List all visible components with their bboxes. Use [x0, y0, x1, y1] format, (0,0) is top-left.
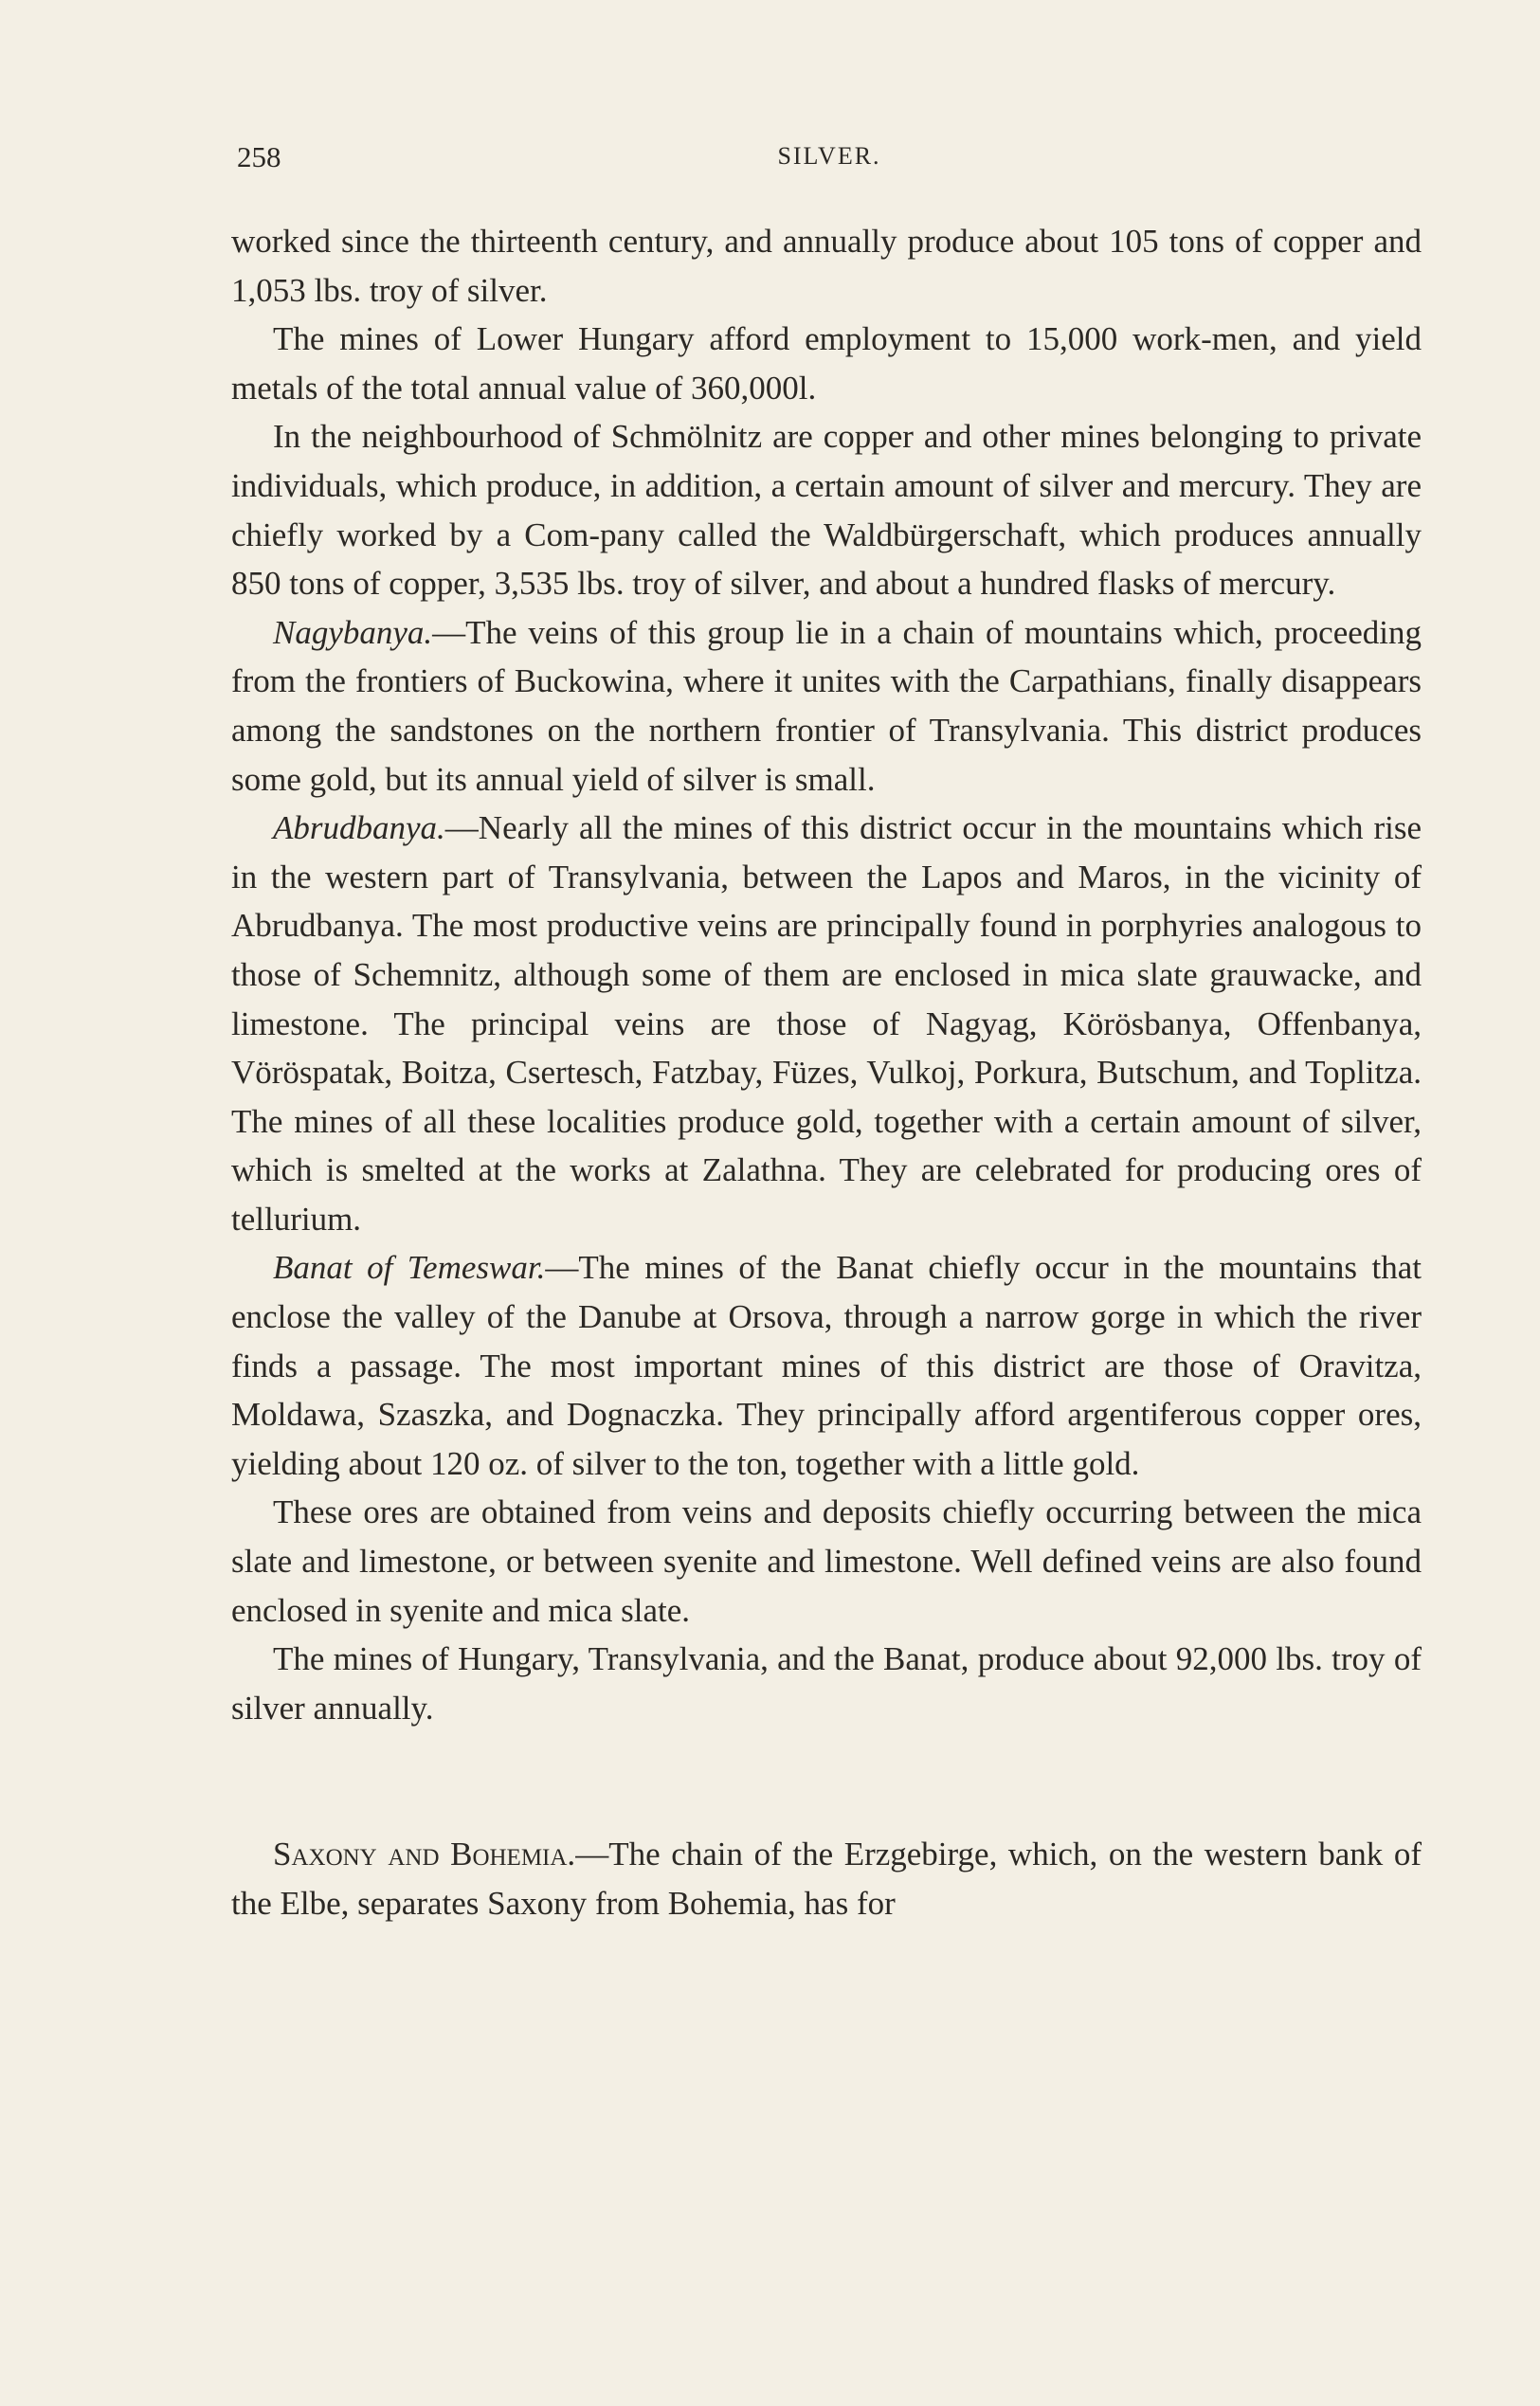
paragraph-ores: These ores are obtained from veins and deposits chiefly occurring between the mica slate and limestone, or between syenite and limestone. Well defined veins are also found enclosed in syenite and mica slate. — [231, 1493, 1422, 1629]
paragraph-schmolnitz: In the neighbourhood of Schmölnitz are copper and other mines belonging to private individuals, which produce, in addition, a certain amount of silver and mercury. They are chiefly worked by a Com-pany called the Waldbürgerschaft, which produces annually 850 tons of copper, 3,535 lbs. troy of silver, and about a hundred flasks of mercury. — [231, 418, 1422, 603]
paragraph-text: —Nearly all the mines of this district occur in the mountains which rise in the western part of Transylvania, between the Lapos and Maros, in the vicinity of Abrudbanya. The most productive veins are principally found in porphyries analogous to those of Schemnitz, although some of them are enclosed in mica slate grauwacke, and limestone. The principal veins are those of Nagyag, Körösbanya, Offenbanya, Vöröspatak, Boitza, Csertesch, Fatzbay, Füzes, Vulkoj, Porkura, Butschum, and Toplitza. The mines of all these localities produce gold, together with a certain amount of silver, which is smelted at the works at Zalathna. They are celebrated for producing ores of tellurium. — [231, 809, 1422, 1238]
running-head — [237, 140, 1422, 188]
body-text — [231, 217, 1422, 1928]
paragraph-production: The mines of Hungary, Transylvania, and the Banat, produce about 92,000 lbs. troy of silver annually. — [231, 1640, 1422, 1727]
paragraph-nagybanya — [231, 608, 1422, 804]
section-heading-saxony: Saxony and Bohemia. — [273, 1836, 576, 1873]
paragraph-lower-hungary: The mines of Lower Hungary afford employment to 15,000 work-men, and yield metals of the total annual value of 360,000l. — [231, 320, 1422, 407]
paragraph-continuation: worked since the thirteenth century, and annually produce about 105 tons of copper and 1,053 lbs. troy of silver. — [231, 223, 1422, 309]
running-title: SILVER. — [777, 142, 881, 170]
paragraph-text: —The mines of the Banat chiefly occur in the mountains that enclose the valley of the Danube at Orsova, through a narrow gorge in which the river finds a passage. The most important mines of this district are those of Oravitza, Moldawa, Szaszka, and Dognaczka. They principally afford argentiferous copper ores, yielding about 120 oz. of silver to the ton, together with a little gold. — [231, 1249, 1422, 1482]
section-heading-abrudbanya: Abrudbanya. — [273, 809, 445, 847]
section-heading-nagybanya: Nagybanya. — [273, 613, 433, 651]
paragraph-banat — [231, 1243, 1422, 1488]
paragraph-text: —The veins of this group lie in a chain of mountains which, proceeding from the frontiers of Buckowina, where it unites with the Carpathians, finally disappears among the sandstones on the northern frontier of Transylvania. This district produces some gold, but its annual yield of silver is small. — [231, 613, 1422, 798]
paragraph-abrudbanya — [231, 804, 1422, 1243]
paragraph-text: —The chain of the Erzgebirge, which, on the western bank of the Elbe, separates Saxony from Bohemia, has for — [231, 1836, 1422, 1922]
section-heading-banat: Banat of Temeswar. — [273, 1249, 546, 1287]
paragraph-saxony — [231, 1830, 1422, 1927]
page-number: 258 — [237, 140, 281, 173]
section-spacer — [231, 1732, 1422, 1830]
